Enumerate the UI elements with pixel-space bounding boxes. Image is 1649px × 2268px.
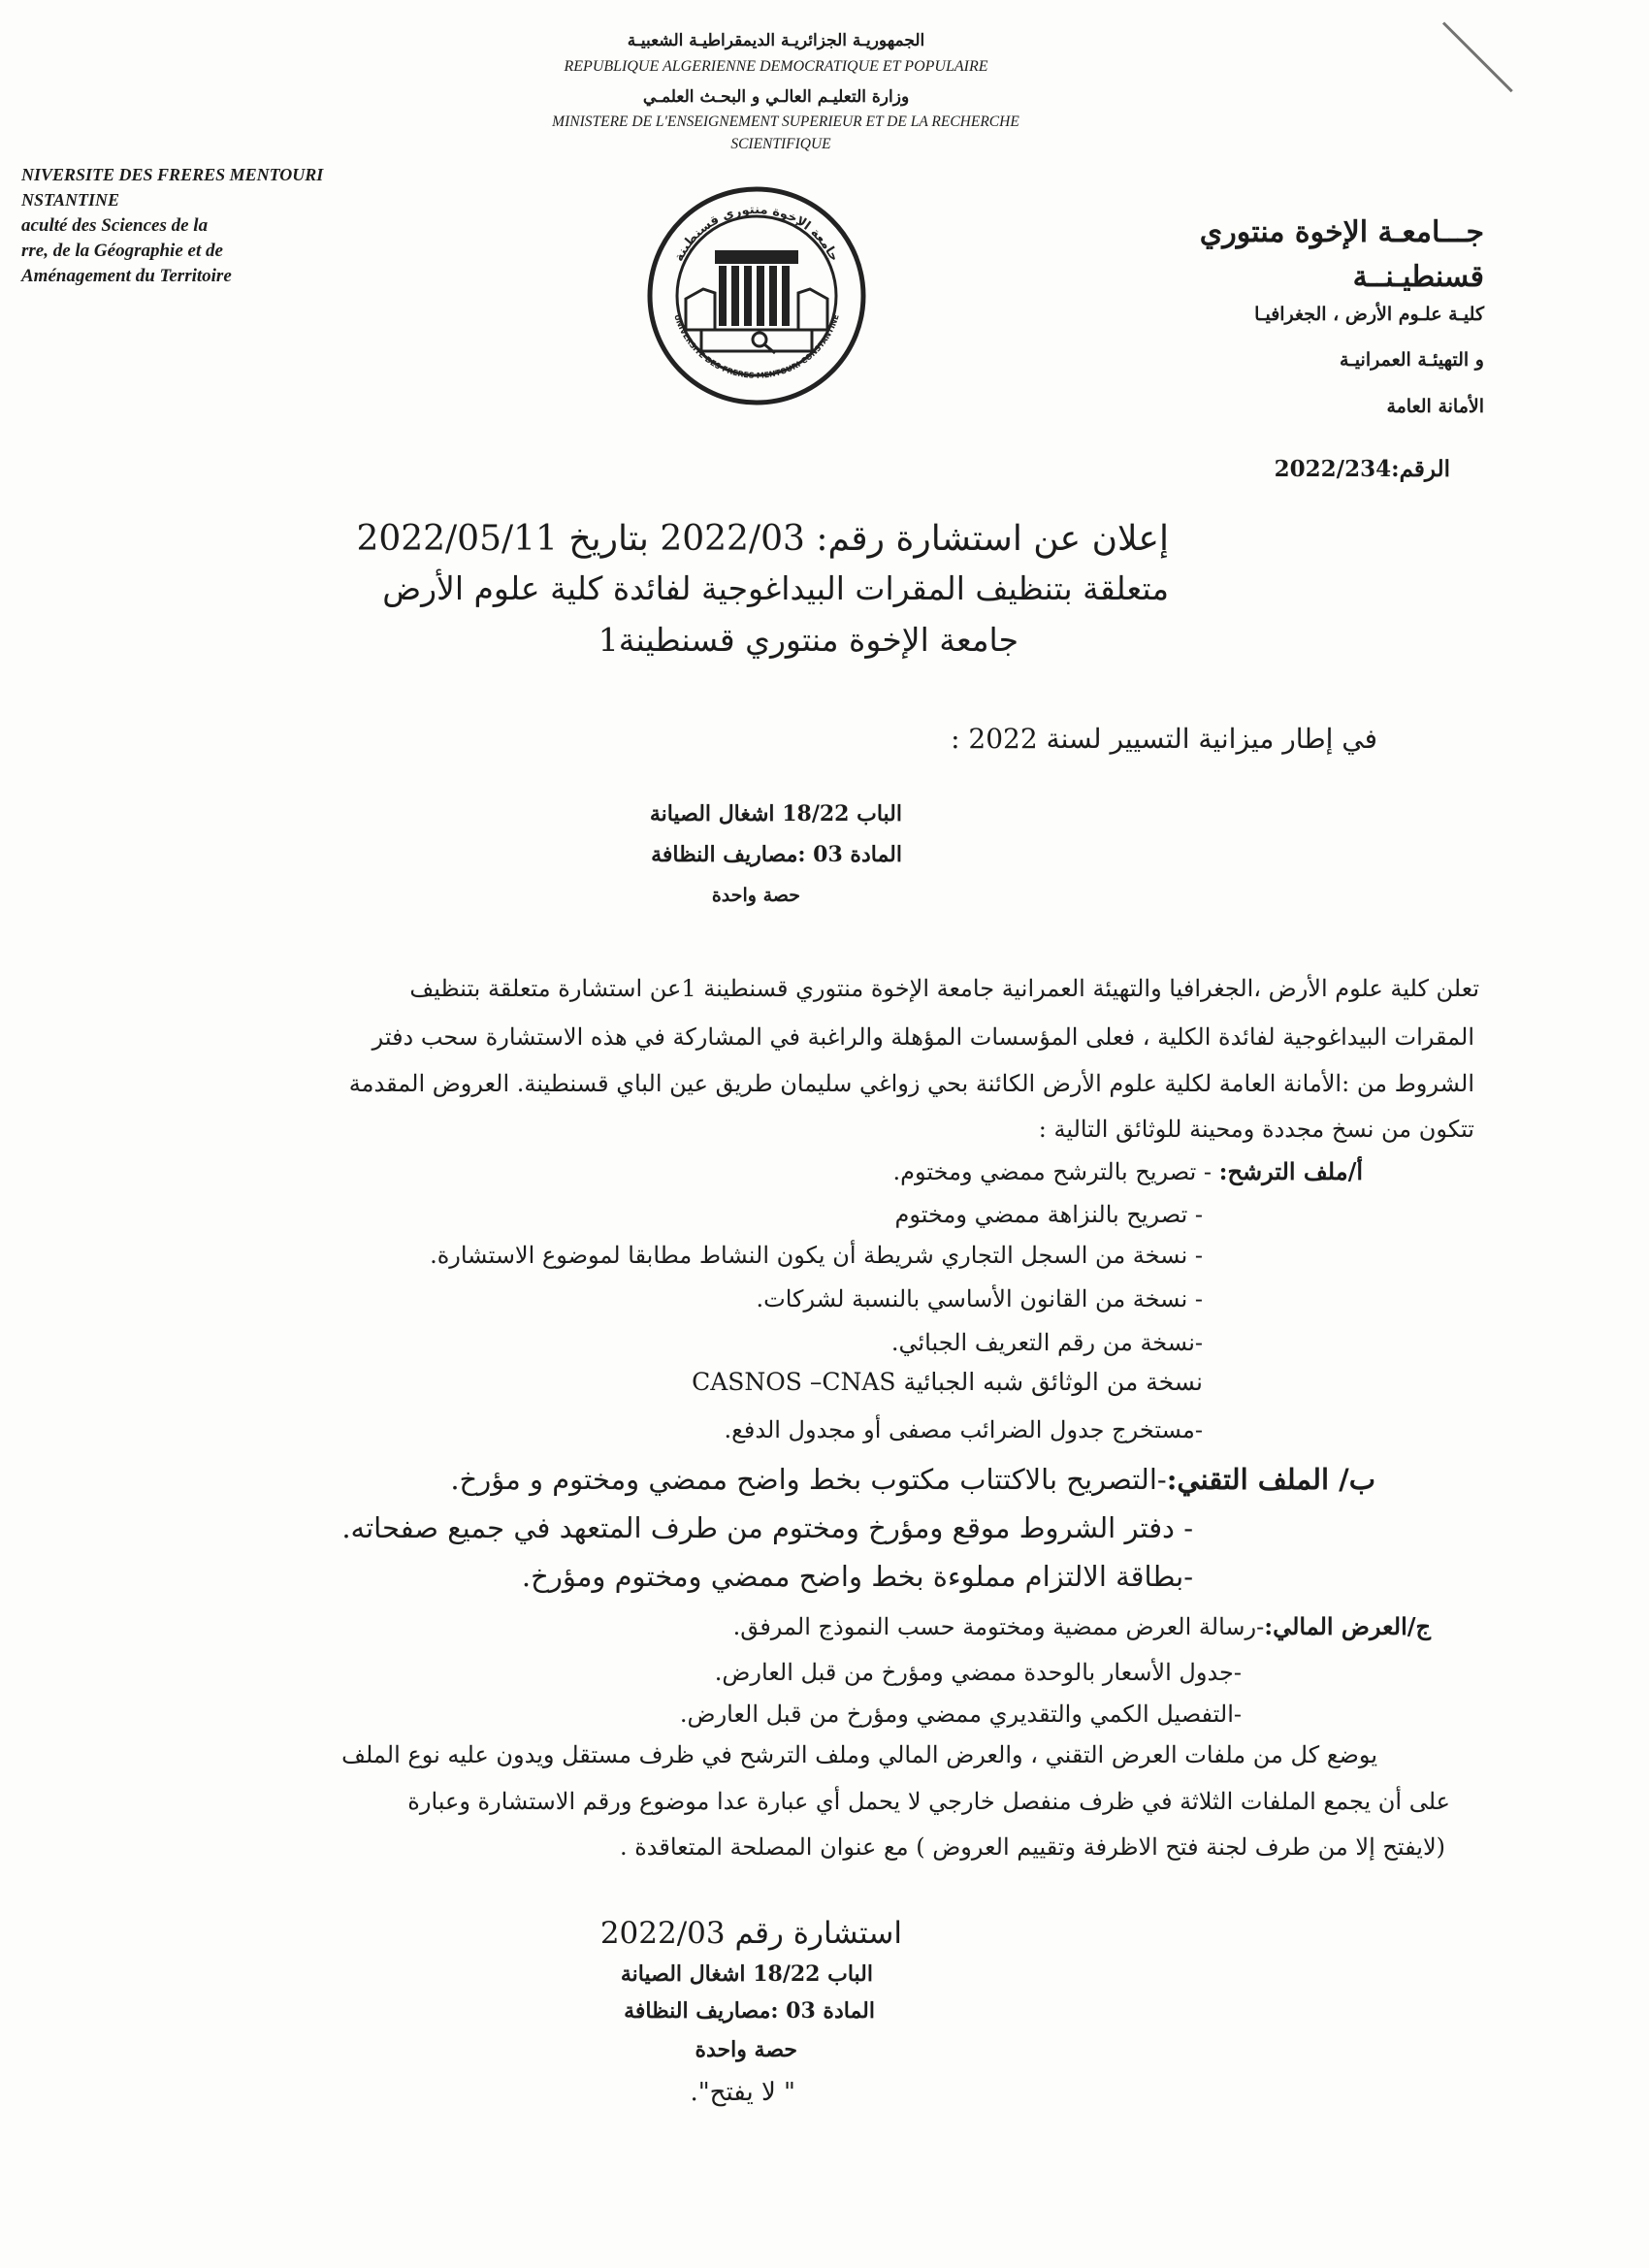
section-a-item-4: -نسخة من رقم التعريف الجبائي. — [890, 1329, 1203, 1356]
announcement-title-line3: جامعة الإخوة منتوري قسنطينة1 — [598, 621, 1018, 659]
intro-line-1: تعلن كلية علوم الأرض ،الجغرافيا والتهيئة العمرانية جامعة الإخوة منتوري قسنطينة 1عن استشارة متعلقة بتنظيف — [409, 975, 1479, 1002]
closing-line-3: (لايفتح إلا من طرف لجنة فتح الاظرفة وتقييم العروض ) مع عنوان المصلحة المتعاقدة . — [619, 1833, 1445, 1861]
announcement-title-line1: إعلان عن استشارة رقم: 2022/03 بتاريخ 2022/05/11 — [356, 519, 1169, 559]
section-b-first-row — [450, 1463, 1375, 1496]
reference-value: 2022/234 — [1274, 456, 1392, 482]
announcement-title-line2: متعلقة بتنظيف المقرات البيداغوجية لفائدة كلية علوم الأرض — [382, 569, 1169, 607]
university-seal-logo — [645, 184, 868, 407]
section-a-item-6: -مستخرج جدول الضرائب مصفى أو مجدول الدفع. — [724, 1416, 1203, 1443]
section-c-item-2: -التفصيل الكمي والتقديري ممضي ومؤرخ من قبل العارض. — [679, 1701, 1242, 1728]
section-a-item-3: - نسخة من القانون الأساسي بالنسبة لشركات. — [756, 1285, 1203, 1312]
left-univ-line2: NSTANTINE — [21, 190, 120, 210]
left-faculty-line2: rre, de la Géographie et de — [21, 241, 223, 261]
section-b-heading: ب/ الملف التقني: — [1166, 1463, 1375, 1496]
envelope-hissa: حصة واحدة — [695, 2037, 797, 2062]
intro-line-3: الشروط من :الأمانة العامة لكلية علوم الأرض الكائنة بحي زواغي سليمان طريق عين الباي قسنطينة. العروض المقدمة — [348, 1070, 1474, 1097]
section-c-item-0: -رسالة العرض ممضية ومختومة حسب النموذج المرفق. — [732, 1613, 1265, 1640]
envelope-bab: الباب 18/22 اشغال الصيانة — [620, 1961, 873, 1987]
city-ar: قسنطيـنــة — [1352, 260, 1484, 294]
section-c-item-1: -جدول الأسعار بالوحدة ممضي ومؤرخ من قبل العارض. — [714, 1659, 1242, 1686]
closing-line-1: يوضع كل من ملفات العرض التقني ، والعرض المالي وملف الترشح في ظرف مستقل ويدون عليه نوع الملف — [341, 1741, 1377, 1768]
section-a-item-5: نسخة من الوثائق شبه الجبائية CASNOS –CNAS — [692, 1368, 1203, 1396]
section-b-item-1: - دفتر الشروط موقع ومؤرخ ومختوم من طرف المتعهد في جميع صفحاته. — [341, 1511, 1193, 1544]
envelope-no-open: " لا يفتح". — [690, 2078, 795, 2107]
republic-fr: REPUBLIQUE ALGERIENNE DEMOCRATIQUE ET POPULAIRE — [564, 58, 988, 75]
section-c-first-row — [733, 1612, 1431, 1640]
republic-ar: الجمهوريـة الجزائريـة الديمقراطيـة الشعبيـة — [627, 31, 925, 50]
chapter-madda: المادة 03 :مصاريف النظافة — [651, 842, 902, 867]
closing-line-2: على أن يجمع الملفات الثلاثة في ظرف منفصل خارجي لا يحمل أي عبارة عدا موضوع ورقم الاستشارة وعبارة — [407, 1788, 1450, 1815]
section-b-item-2: -بطاقة الالتزام مملوءة بخط واضح ممضي ومختوم ومؤرخ. — [521, 1560, 1193, 1593]
section-a-first-row — [892, 1157, 1363, 1185]
left-faculty-line3: Aménagement du Territoire — [21, 266, 232, 286]
seal-ring-text-fr: UNIVERSITE DES FRERES MENTOURI CONSTANTINE — [672, 313, 841, 380]
intro-line-4: تتكون من نسخ مجددة ومحينة للوثائق التالية : — [1038, 1116, 1474, 1143]
section-c-heading: ج/العرض المالي: — [1264, 1612, 1431, 1640]
section-b-item-0: -التصريح بالاكتتاب مكتوب بخط واضح ممضي ومختوم و مؤرخ. — [450, 1463, 1167, 1496]
section-a-item-2: - نسخة من السجل التجاري شريطة أن يكون النشاط مطابقا لموضوع الاستشارة. — [430, 1242, 1203, 1269]
section-a-heading: أ/ملف الترشح: — [1218, 1157, 1363, 1185]
faculty-ar-2: و التهيئـة العمرانيـة — [1340, 349, 1484, 371]
pen-scratch-mark — [1442, 21, 1513, 92]
ministry-fr-2: SCIENTIFIQUE — [730, 136, 831, 152]
reference-label: الرقم: — [1391, 456, 1450, 482]
envelope-consult-number: استشارة رقم 2022/03 — [599, 1916, 902, 1951]
university-name-ar: جـــامعـة الإخوة منتوري — [1199, 215, 1484, 249]
faculty-ar-1: كليـة علـوم الأرض ، الجغرافيـا — [1254, 304, 1484, 325]
section-a-item-1: - تصريح بالنزاهة ممضي ومختوم — [894, 1201, 1203, 1228]
chapter-bab: الباب 18/22 اشغال الصيانة — [649, 801, 902, 826]
reference-number — [1275, 456, 1450, 482]
seal-ring-text-ar: جامعة الإخوة منتوري قسنطينة — [671, 202, 842, 265]
secretariat-ar: الأمانة العامة — [1386, 396, 1484, 417]
budget-line: في إطار ميزانية التسيير لسنة 2022 : — [951, 723, 1377, 755]
envelope-madda: المادة 03 :مصاريف النظافة — [624, 1998, 875, 2024]
section-a-item-0: - تصريح بالترشح ممضي ومختوم. — [892, 1158, 1219, 1185]
ministry-fr-1: MINISTERE DE L'ENSEIGNEMENT SUPERIEUR ET DE LA RECHERCHE — [552, 113, 1019, 130]
chapter-hissa: حصة واحدة — [711, 885, 800, 906]
intro-line-2: المقرات البيداغوجية لفائدة الكلية ، فعلى المؤسسات المؤهلة والراغبة في المشاركة في هذه الاستشارة سحب دفتر — [372, 1023, 1474, 1051]
left-univ-line1: NIVERSITE DES FRERES MENTOURI — [21, 165, 324, 184]
left-faculty-line1: aculté des Sciences de la — [21, 215, 209, 236]
ministry-ar: وزارة التعليـم العالـي و البحـث العلمـي — [642, 87, 910, 107]
